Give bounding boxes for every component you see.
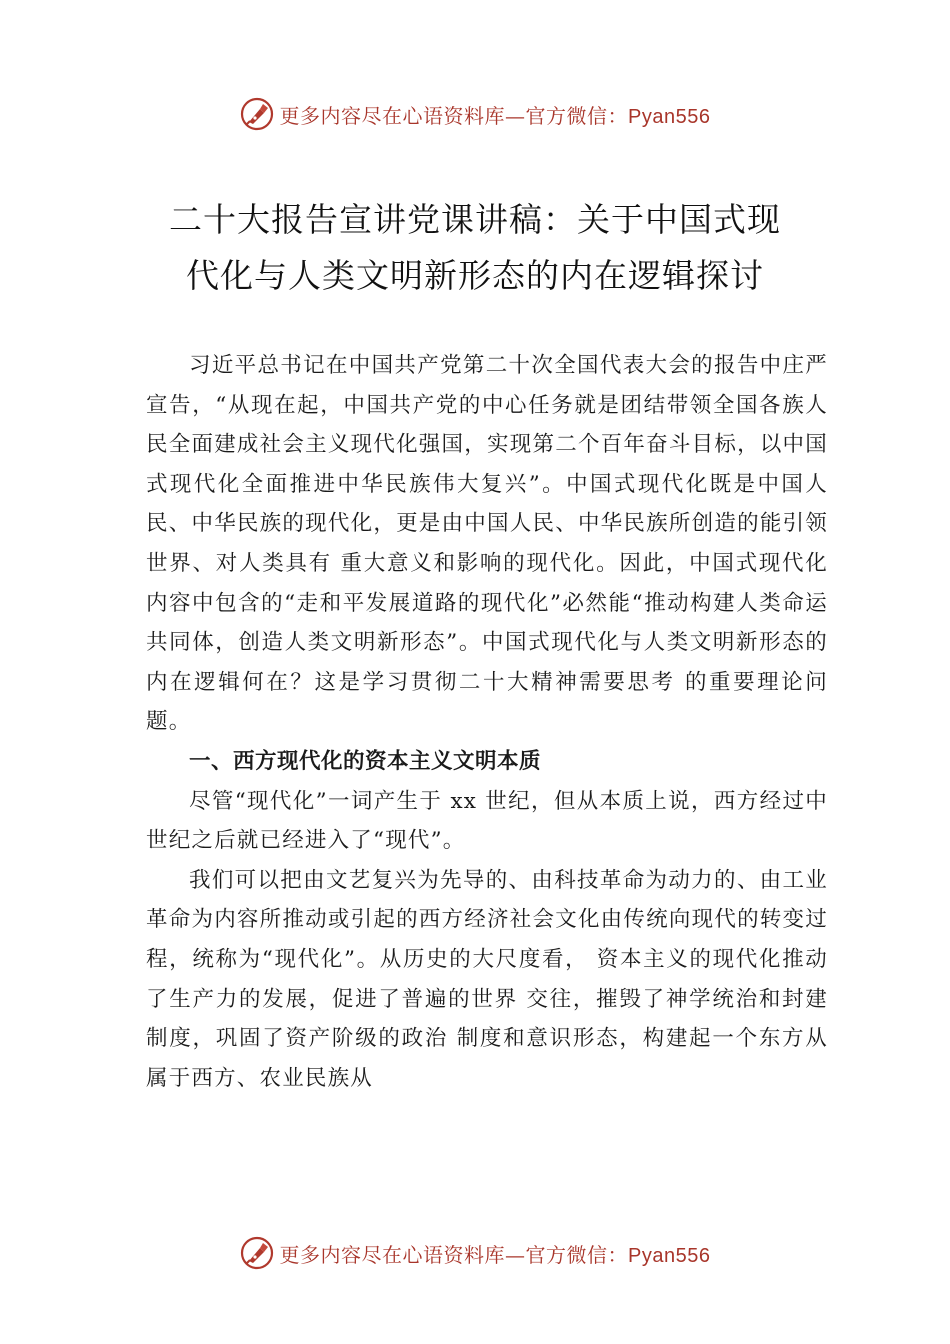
title-line-2: 代化与人类文明新形态的内在逻辑探讨: [186, 256, 764, 295]
title-line-1: 二十大报告宣讲党课讲稿：关于中国式现: [169, 200, 781, 239]
wechat-id: Pyan556: [628, 1244, 711, 1267]
paragraph-3: 我们可以把由文艺复兴为先导的、由科技革命为动力的、由工业革命为内容所推动或引起的西方经济社会文化由传统向现代的转变过程，统称为“现代化”。从历史的大尺度看， 资本主义的现代化推动了生产力的发展，促进了普遍的世界 交往，摧毁了神学统治和封建制度，巩固了资产阶级的政治 制度和意识形态，构建起一个东方从属于西方、农业民族从: [146, 867, 828, 1091]
header-banner: [0, 94, 950, 134]
pen-nib-icon: [240, 97, 274, 131]
document-title: [140, 192, 810, 304]
pen-nib-icon: [240, 1236, 274, 1270]
banner-text: 更多内容尽在心语资料库—官方微信：Pyan556: [279, 1242, 711, 1267]
document-body: [146, 346, 828, 1098]
paragraph-1: 习近平总书记在中国共产党第二十次全国代表大会的报告中庄严宣告，“从现在起，中国共产党的中心任务就是团结带领全国各族人民全面建成社会主义现代化强国，实现第二个百年奋斗目标，以中国式现代化全面推进中华民族伟大复兴”。中国式现代化既是中国人民、中华民族的现代化，更是由中国人民、中华民族所创造的能引领世界、对人类具有 重大意义和影响的现代化。因此，中国式现代化内容中包含的“走和平发展道路的现代化”必然能“推动构建人类命运共同体，创造人类文明新形态”。中国式现代化与人类文明新形态的内在逻辑何在？这是学习贯彻二十大精神需要思考 的重要理论问题。: [146, 353, 828, 735]
paragraph-2: 尽管“现代化”一词产生于 xx 世纪，但从本质上说，西方经过中世纪之后就已经进入了“现代”。: [146, 788, 828, 854]
wechat-id: Pyan556: [628, 105, 711, 128]
banner-text: 更多内容尽在心语资料库—官方微信：Pyan556: [279, 103, 711, 128]
section-heading-1: 一、西方现代化的资本主义文明本质: [189, 748, 542, 774]
footer-banner: [0, 1233, 950, 1273]
